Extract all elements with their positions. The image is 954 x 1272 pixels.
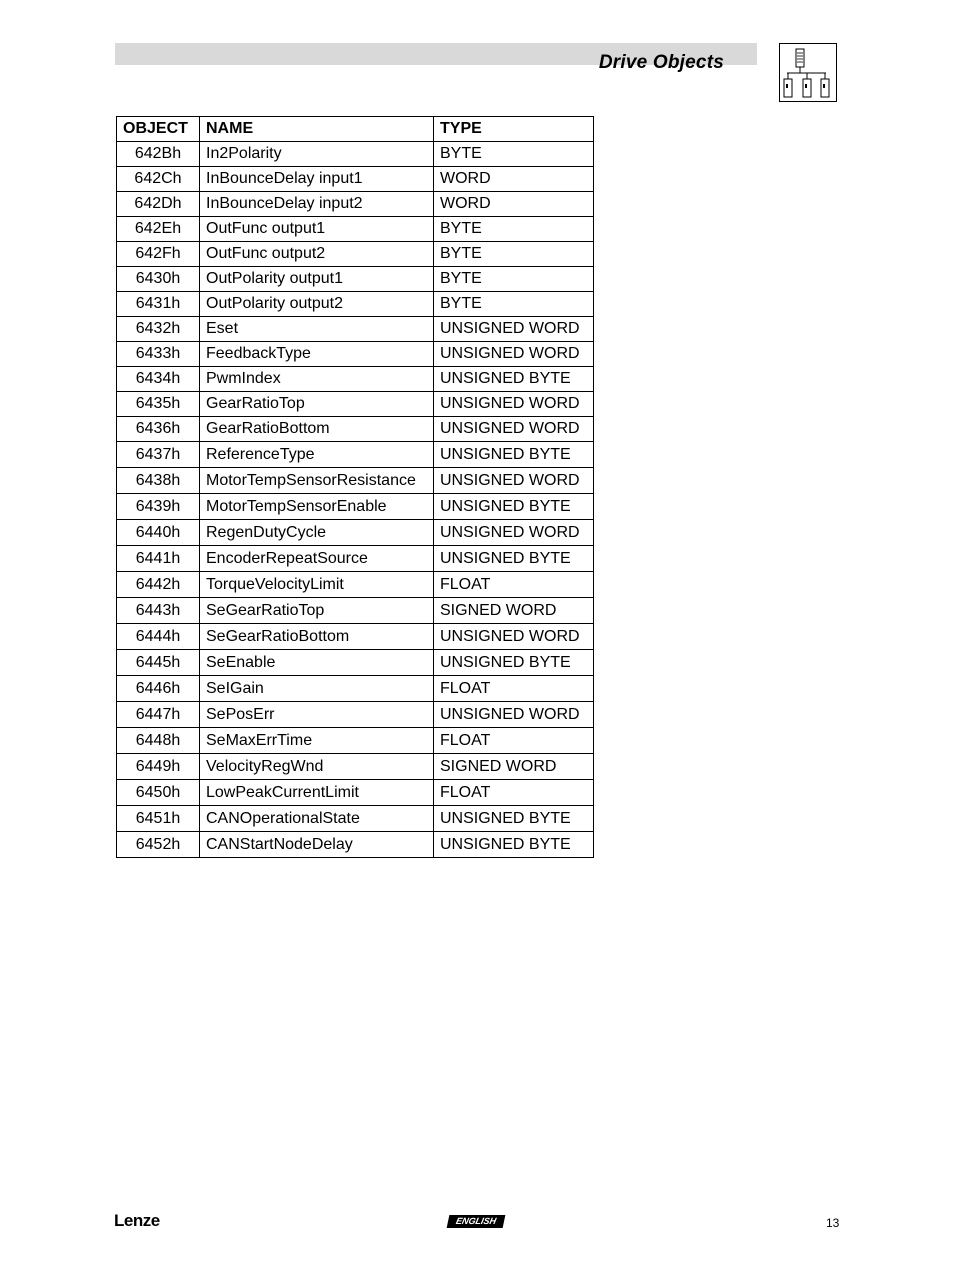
name-cell: MotorTempSensorEnable bbox=[200, 494, 434, 520]
column-header-type: TYPE bbox=[434, 117, 594, 142]
object-cell: 6448h bbox=[117, 728, 200, 754]
object-cell: 6437h bbox=[117, 442, 200, 468]
name-cell: GearRatioBottom bbox=[200, 417, 434, 442]
name-cell: SeMaxErrTime bbox=[200, 728, 434, 754]
name-cell: In2Polarity bbox=[200, 142, 434, 167]
object-cell: 6431h bbox=[117, 292, 200, 317]
page-title: Drive Objects bbox=[598, 52, 724, 73]
object-cell: 642Bh bbox=[117, 142, 200, 167]
table-row bbox=[117, 142, 594, 167]
name-cell: VelocityRegWnd bbox=[200, 754, 434, 780]
name-cell: FeedbackType bbox=[200, 342, 434, 367]
table-row bbox=[117, 676, 594, 702]
table-row bbox=[117, 494, 594, 520]
column-header-name: NAME bbox=[200, 117, 434, 142]
type-cell: UNSIGNED BYTE bbox=[434, 367, 594, 392]
type-cell: UNSIGNED WORD bbox=[434, 468, 594, 494]
type-cell: UNSIGNED WORD bbox=[434, 624, 594, 650]
table-row bbox=[117, 806, 594, 832]
type-cell: FLOAT bbox=[434, 780, 594, 806]
brand-logo: Lenze bbox=[114, 1211, 160, 1230]
name-cell: InBounceDelay input2 bbox=[200, 192, 434, 217]
object-cell: 6443h bbox=[117, 598, 200, 624]
type-cell: UNSIGNED WORD bbox=[434, 392, 594, 417]
object-cell: 6439h bbox=[117, 494, 200, 520]
name-cell: Eset bbox=[200, 317, 434, 342]
name-cell: ReferenceType bbox=[200, 442, 434, 468]
type-cell: UNSIGNED WORD bbox=[434, 417, 594, 442]
type-cell: UNSIGNED BYTE bbox=[434, 442, 594, 468]
object-cell: 6442h bbox=[117, 572, 200, 598]
object-cell: 6435h bbox=[117, 392, 200, 417]
type-cell: SIGNED WORD bbox=[434, 598, 594, 624]
table-row bbox=[117, 392, 594, 417]
object-cell: 6450h bbox=[117, 780, 200, 806]
object-cell: 6447h bbox=[117, 702, 200, 728]
name-cell: EncoderRepeatSource bbox=[200, 546, 434, 572]
table-row bbox=[117, 650, 594, 676]
name-cell: CANOperationalState bbox=[200, 806, 434, 832]
table-row bbox=[117, 520, 594, 546]
type-cell: SIGNED WORD bbox=[434, 754, 594, 780]
table-row bbox=[117, 624, 594, 650]
object-cell: 642Dh bbox=[117, 192, 200, 217]
object-cell: 6445h bbox=[117, 650, 200, 676]
object-cell: 6433h bbox=[117, 342, 200, 367]
object-cell: 6452h bbox=[117, 832, 200, 858]
name-cell: MotorTempSensorResistance bbox=[200, 468, 434, 494]
type-cell: FLOAT bbox=[434, 572, 594, 598]
name-cell: RegenDutyCycle bbox=[200, 520, 434, 546]
object-cell: 6436h bbox=[117, 417, 200, 442]
object-cell: 6451h bbox=[117, 806, 200, 832]
object-cell: 6449h bbox=[117, 754, 200, 780]
language-badge: ENGLISH bbox=[447, 1215, 506, 1228]
name-cell: SeGearRatioTop bbox=[200, 598, 434, 624]
type-cell: UNSIGNED BYTE bbox=[434, 546, 594, 572]
network-device-icon bbox=[779, 43, 837, 102]
name-cell: SeIGain bbox=[200, 676, 434, 702]
name-cell: PwmIndex bbox=[200, 367, 434, 392]
type-cell: UNSIGNED WORD bbox=[434, 520, 594, 546]
object-cell: 642Eh bbox=[117, 217, 200, 242]
table-row bbox=[117, 754, 594, 780]
table-header-row bbox=[117, 117, 594, 142]
name-cell: SeGearRatioBottom bbox=[200, 624, 434, 650]
table-row bbox=[117, 292, 594, 317]
name-cell: OutFunc output1 bbox=[200, 217, 434, 242]
table-row bbox=[117, 728, 594, 754]
object-cell: 642Fh bbox=[117, 242, 200, 267]
object-cell: 6434h bbox=[117, 367, 200, 392]
table-row bbox=[117, 546, 594, 572]
table-row bbox=[117, 167, 594, 192]
table-row bbox=[117, 367, 594, 392]
table-row bbox=[117, 468, 594, 494]
type-cell: UNSIGNED BYTE bbox=[434, 494, 594, 520]
table-row bbox=[117, 192, 594, 217]
name-cell: OutPolarity output2 bbox=[200, 292, 434, 317]
table-body bbox=[117, 142, 594, 858]
table-row bbox=[117, 267, 594, 292]
table-row bbox=[117, 702, 594, 728]
object-cell: 6438h bbox=[117, 468, 200, 494]
name-cell: LowPeakCurrentLimit bbox=[200, 780, 434, 806]
type-cell: BYTE bbox=[434, 242, 594, 267]
name-cell: SeEnable bbox=[200, 650, 434, 676]
name-cell: OutPolarity output1 bbox=[200, 267, 434, 292]
table-row bbox=[117, 217, 594, 242]
page-number: 13 bbox=[826, 1216, 840, 1230]
type-cell: BYTE bbox=[434, 267, 594, 292]
table-row bbox=[117, 242, 594, 267]
type-cell: FLOAT bbox=[434, 728, 594, 754]
type-cell: UNSIGNED BYTE bbox=[434, 832, 594, 858]
type-cell: UNSIGNED BYTE bbox=[434, 650, 594, 676]
type-cell: WORD bbox=[434, 167, 594, 192]
name-cell: SePosErr bbox=[200, 702, 434, 728]
table-row bbox=[117, 832, 594, 858]
object-cell: 642Ch bbox=[117, 167, 200, 192]
type-cell: BYTE bbox=[434, 292, 594, 317]
object-cell: 6432h bbox=[117, 317, 200, 342]
column-header-object: OBJECT bbox=[117, 117, 200, 142]
table-row bbox=[117, 342, 594, 367]
type-cell: BYTE bbox=[434, 142, 594, 167]
object-cell: 6430h bbox=[117, 267, 200, 292]
name-cell: InBounceDelay input1 bbox=[200, 167, 434, 192]
name-cell: TorqueVelocityLimit bbox=[200, 572, 434, 598]
type-cell: UNSIGNED WORD bbox=[434, 317, 594, 342]
type-cell: BYTE bbox=[434, 217, 594, 242]
table-row bbox=[117, 780, 594, 806]
type-cell: WORD bbox=[434, 192, 594, 217]
type-cell: UNSIGNED WORD bbox=[434, 702, 594, 728]
table-row bbox=[117, 442, 594, 468]
object-cell: 6446h bbox=[117, 676, 200, 702]
table-row bbox=[117, 417, 594, 442]
type-cell: UNSIGNED WORD bbox=[434, 342, 594, 367]
object-cell: 6440h bbox=[117, 520, 200, 546]
type-cell: UNSIGNED BYTE bbox=[434, 806, 594, 832]
object-cell: 6444h bbox=[117, 624, 200, 650]
name-cell: CANStartNodeDelay bbox=[200, 832, 434, 858]
name-cell: GearRatioTop bbox=[200, 392, 434, 417]
drive-objects-table bbox=[116, 116, 594, 858]
table-row bbox=[117, 572, 594, 598]
object-cell: 6441h bbox=[117, 546, 200, 572]
type-cell: FLOAT bbox=[434, 676, 594, 702]
table-row bbox=[117, 317, 594, 342]
table-row bbox=[117, 598, 594, 624]
name-cell: OutFunc output2 bbox=[200, 242, 434, 267]
